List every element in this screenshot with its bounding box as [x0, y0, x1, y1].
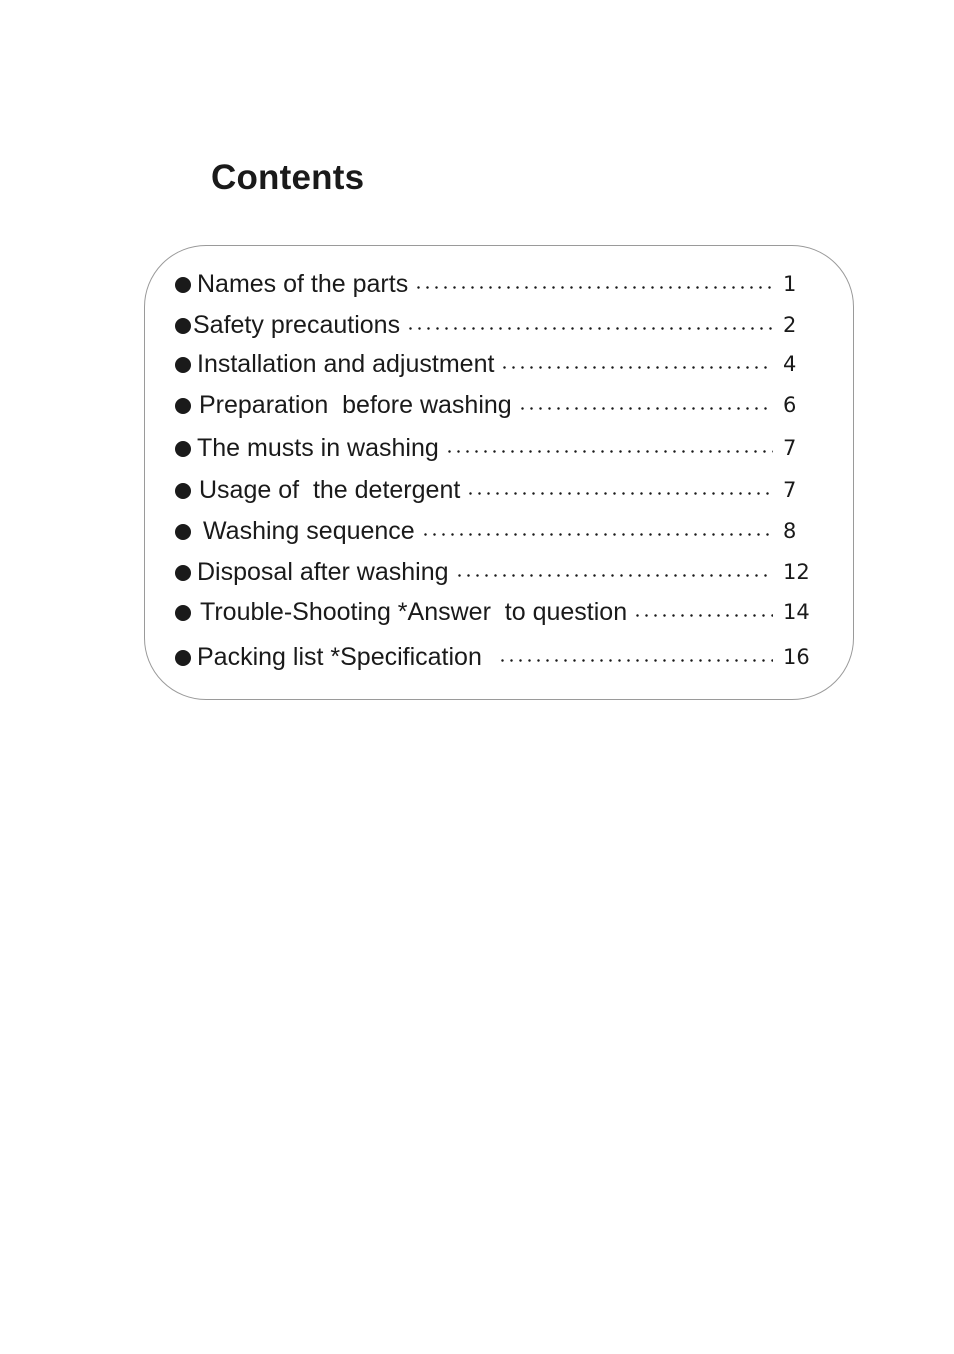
- toc-entry-page: 7: [783, 436, 797, 460]
- page-title: Contents: [211, 158, 365, 197]
- toc-entry-label: Preparation before washing: [199, 390, 512, 419]
- toc-entry-page: 2: [783, 313, 797, 337]
- dot-leader: [500, 366, 773, 369]
- toc-entry-page: 4: [783, 352, 797, 376]
- toc-entry-label: The musts in washing: [197, 433, 439, 462]
- toc-entry-page: 7: [783, 478, 797, 502]
- bullet-icon: [175, 524, 191, 540]
- bullet-icon: [175, 277, 191, 293]
- dot-leader: [466, 492, 773, 495]
- dot-leader: [633, 614, 773, 617]
- toc-entry: [175, 390, 815, 420]
- toc-entry-label: Installation and adjustment: [197, 349, 495, 378]
- bullet-icon: [175, 357, 191, 373]
- toc-entry-label: Usage of the detergent: [199, 475, 461, 504]
- toc-entry-label: Disposal after washing: [197, 557, 449, 586]
- bullet-icon: [175, 398, 191, 414]
- dot-leader: [455, 574, 773, 577]
- bullet-icon: [175, 605, 191, 621]
- bullet-icon: [175, 441, 191, 457]
- dot-leader: [414, 286, 773, 289]
- toc-entry: [175, 642, 815, 672]
- toc-entry: [175, 310, 815, 340]
- toc-entry-page: 6: [783, 393, 797, 417]
- bullet-icon: [175, 483, 191, 499]
- toc-entry-page: 14: [783, 600, 810, 624]
- toc-entry-label: Names of the parts: [197, 269, 409, 298]
- bullet-icon: [175, 565, 191, 581]
- toc-entry: [175, 269, 815, 299]
- toc-entry: [175, 597, 815, 627]
- toc-entry: [175, 349, 815, 379]
- toc-entry-page: 16: [783, 645, 810, 669]
- toc-entry-label: Washing sequence: [203, 516, 415, 545]
- toc-entry: [175, 516, 815, 546]
- toc-entry-label: Trouble-Shooting *Answer to question: [200, 597, 628, 626]
- toc-entry-page: 12: [783, 560, 810, 584]
- dot-leader: [445, 450, 773, 453]
- toc-entry-page: 8: [783, 519, 797, 543]
- toc-entry-page: 1: [783, 272, 797, 296]
- toc-entry: [175, 557, 815, 587]
- toc-entry-label: Safety precautions: [193, 310, 401, 339]
- dot-leader: [518, 407, 773, 410]
- dot-leader: [498, 659, 773, 662]
- dot-leader: [406, 327, 773, 330]
- bullet-icon: [175, 318, 191, 334]
- toc-entry-label: Packing list *Specification: [197, 642, 482, 671]
- toc-entry: [175, 475, 815, 505]
- toc-entry: [175, 433, 815, 463]
- bullet-icon: [175, 650, 191, 666]
- dot-leader: [421, 533, 773, 536]
